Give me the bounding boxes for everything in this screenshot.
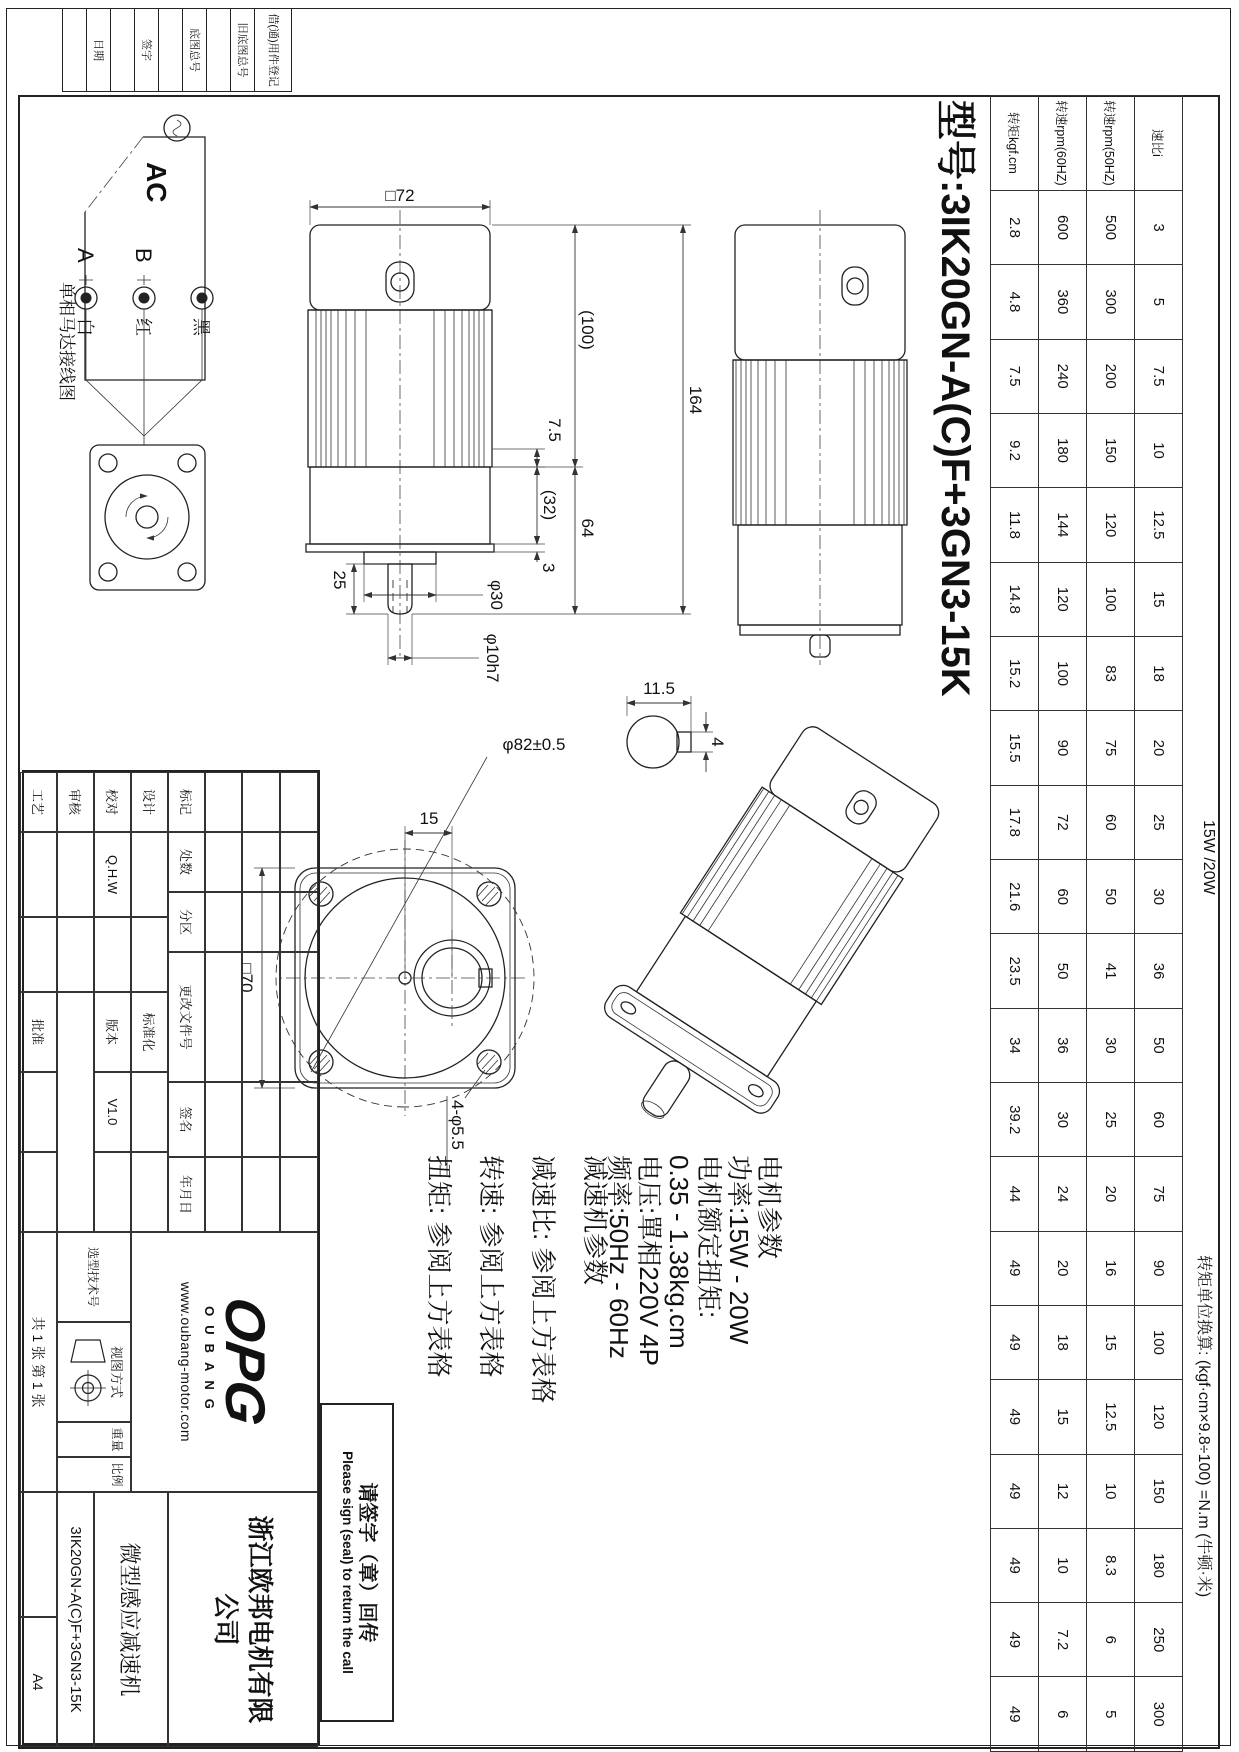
sig-cell	[20, 1072, 57, 1152]
wiring-wire-white: 白	[75, 318, 95, 336]
ratio-row-header: 转速rpm(60HZ)	[1039, 96, 1087, 191]
view-method-label: 视图方式	[109, 1345, 124, 1398]
ratio-cell: 25	[1135, 785, 1183, 859]
motor-params-power: 功率:15W - 20W	[724, 1155, 754, 1345]
ratio-cell: 5	[1135, 265, 1183, 339]
ratio-cell: 18	[1135, 636, 1183, 710]
ratio-cell: 49	[991, 1603, 1039, 1677]
drawing-number: 3IK20GN-A(C)F+3GN3-15K	[57, 1492, 94, 1747]
change-cell	[205, 952, 318, 1082]
change-cell	[205, 772, 318, 832]
ratio-cell: 20	[1087, 1157, 1135, 1231]
product-name: 微型感应减速机	[94, 1492, 168, 1747]
field-standardization: 标准化	[131, 992, 168, 1072]
ratio-cell: 75	[1087, 711, 1135, 785]
ratio-cell: 100	[1135, 1305, 1183, 1379]
field-view-method	[57, 1322, 131, 1422]
field-review: 审核	[57, 772, 94, 832]
ratio-cell: 300	[1087, 265, 1135, 339]
ratio-cell: 36	[1135, 934, 1183, 1008]
change-cell	[205, 892, 318, 952]
ratio-cell: 36	[1039, 1008, 1087, 1082]
ratio-cell: 60	[1039, 860, 1087, 934]
ratio-cell: 120	[1087, 488, 1135, 562]
ratio-cell: 41	[1087, 934, 1135, 1008]
ratio-cell: 360	[1039, 265, 1087, 339]
margin-cell-empty	[62, 8, 86, 92]
motor-params	[604, 1155, 784, 1366]
dim-25: 25	[330, 570, 349, 590]
ratio-cell: 90	[1039, 711, 1087, 785]
change-header-mark: 标记	[168, 772, 205, 832]
field-check: 校对	[94, 772, 131, 832]
motor-params-title: 电机参数	[754, 1155, 784, 1260]
ratio-cell: 44	[991, 1157, 1039, 1231]
ratio-row-header: 转矩kgf.cm	[991, 96, 1039, 191]
sig-cell	[131, 832, 168, 917]
ratio-cell: 75	[1135, 1157, 1183, 1231]
ratio-cell: 180	[1039, 413, 1087, 487]
ratio-cell: 14.8	[991, 562, 1039, 636]
ratio-cell: 60	[1087, 785, 1135, 859]
company-name-cell	[168, 1492, 318, 1747]
dim-64: 64	[578, 518, 597, 538]
motor-params-voltage: 电压:單相220V 4P	[634, 1155, 664, 1366]
field-approve: 批准	[20, 992, 57, 1072]
change-header-docno: 更改文件号	[168, 952, 205, 1082]
ratio-cell: 15	[1087, 1305, 1135, 1379]
ratio-cell: 100	[1087, 562, 1135, 636]
sig-cell	[57, 832, 94, 917]
ratio-cell: 250	[1135, 1603, 1183, 1677]
change-cell	[205, 832, 318, 892]
ratio-cell: 49	[991, 1454, 1039, 1528]
wiring-caption: 单相马达接线图	[57, 282, 76, 401]
field-weight: 重量	[57, 1422, 131, 1457]
gear-params	[413, 1155, 621, 1403]
ratio-cell: 11.8	[991, 488, 1039, 562]
field-version: 版本	[94, 992, 131, 1072]
ratio-cell: 6	[1087, 1603, 1135, 1677]
ratio-cell: 100	[1039, 636, 1087, 710]
field-sheet-count: 共 1 张 第 1 张	[20, 1232, 57, 1492]
margin-block	[62, 8, 292, 94]
view-isometric	[567, 712, 958, 1168]
page-title: 型号:3IK20GN-A(C)F+3GN3-15K	[933, 100, 977, 697]
field-scale: 比例	[57, 1457, 131, 1492]
ratio-cell: 50	[1087, 860, 1135, 934]
dim-phi10h7: φ10h7	[483, 633, 502, 683]
motor-params-torque-value: 0.35 - 1.38kg.cm	[664, 1155, 694, 1349]
ratio-cell: 15	[1135, 562, 1183, 636]
field-version-value: V1.0	[94, 1072, 131, 1152]
ratio-cell: 20	[1135, 711, 1183, 785]
ratio-cell: 15.2	[991, 636, 1039, 710]
ratio-cell: 120	[1039, 562, 1087, 636]
sign-note-zh: 请签字（章）回传	[356, 1482, 378, 1643]
ratio-cell: 7.5	[991, 339, 1039, 413]
sig-cell	[131, 917, 168, 992]
sig-cell	[20, 1152, 57, 1232]
dim-100: (100)	[578, 310, 597, 350]
sig-cell	[20, 1492, 57, 1617]
dim-square70: □70	[237, 963, 256, 993]
ratio-cell: 49	[991, 1231, 1039, 1305]
ratio-cell: 90	[1135, 1231, 1183, 1305]
motor-params-torque-label: 电机额定扭矩:	[694, 1155, 724, 1319]
ratio-cell: 200	[1087, 339, 1135, 413]
ratio-cell: 50	[1039, 934, 1087, 1008]
sig-cell	[94, 917, 131, 992]
ratio-cell: 72	[1039, 785, 1087, 859]
ratio-cell: 10	[1039, 1528, 1087, 1602]
ratio-cell: 24	[1039, 1157, 1087, 1231]
torque-conversion-note: 转矩单位换算: (kgf·cm×9.8÷100) =N.m (牛顿·米)	[1195, 1255, 1212, 1598]
margin-field-old-master: 旧底图总号	[230, 8, 254, 92]
margin-field-borrow: 借(通)用件登记	[254, 8, 292, 92]
dim-phi30: φ30	[487, 580, 506, 610]
sig-cell	[57, 917, 94, 992]
ratio-cell: 49	[991, 1380, 1039, 1454]
ratio-cell: 50	[1135, 1008, 1183, 1082]
ratio-cell: 23.5	[991, 934, 1039, 1008]
dim-4-phi5-5: 4-φ5.5	[448, 1100, 467, 1150]
ratio-cell: 150	[1087, 413, 1135, 487]
sig-cell	[94, 1152, 131, 1232]
ratio-cell: 18	[1039, 1305, 1087, 1379]
dim-7-5: 7.5	[545, 418, 564, 442]
title-block	[22, 770, 320, 1745]
ratio-cell: 2.8	[991, 190, 1039, 264]
dim-4: 4	[708, 737, 727, 747]
change-header-sign: 签名	[168, 1082, 205, 1157]
dim-32: (32)	[540, 489, 559, 521]
ratio-cell: 34	[991, 1008, 1039, 1082]
ratio-cell: 600	[1039, 190, 1087, 264]
field-process: 工艺	[20, 772, 57, 832]
ratio-cell: 17.8	[991, 785, 1039, 859]
gear-params-ratio: 减速比: 参阅上方表格	[528, 1155, 558, 1404]
ratio-cell: 49	[991, 1305, 1039, 1379]
margin-cell-empty	[158, 8, 182, 92]
dim-phi82: φ82±0.5	[502, 735, 566, 754]
ratio-row-header: 转速rpm(50HZ)	[1087, 96, 1135, 191]
change-row-line	[279, 772, 281, 1232]
change-row-line	[241, 772, 243, 1232]
ratio-cell: 20	[1039, 1231, 1087, 1305]
motor-params-frequency: 频率:50Hz - 60Hz	[604, 1155, 634, 1359]
brand-logo-cell	[131, 1232, 318, 1492]
ratio-cell: 7.2	[1039, 1603, 1087, 1677]
sig-cell	[57, 992, 94, 1232]
third-angle-projection-icon	[68, 1334, 108, 1410]
sign-note-box	[320, 1403, 394, 1722]
dim-15: 15	[419, 809, 439, 828]
ratio-cell: 10	[1087, 1454, 1135, 1528]
ratio-cell: 6	[1039, 1677, 1087, 1752]
wiring-diagram	[57, 115, 213, 590]
ratio-cell: 15	[1039, 1380, 1087, 1454]
ratio-cell: 12.5	[1087, 1380, 1135, 1454]
view-key-detail	[627, 679, 727, 772]
ratio-cell: 16	[1087, 1231, 1135, 1305]
ratio-cell: 240	[1039, 339, 1087, 413]
ratio-cell: 49	[991, 1677, 1039, 1752]
wiring-terminal-b: B	[131, 248, 156, 263]
oubang-wordmark: OUBANG	[202, 1306, 217, 1418]
wiring-source-label: AC	[141, 162, 172, 203]
dim-square72: □72	[385, 186, 415, 205]
ratio-cell: 25	[1087, 1083, 1135, 1157]
margin-cell-empty	[206, 8, 230, 92]
website-url: www.oubang-motor.com	[178, 1281, 194, 1443]
ratio-cell: 12	[1039, 1454, 1087, 1528]
ratio-cell: 150	[1135, 1454, 1183, 1528]
wiring-terminal-a: A	[73, 248, 98, 263]
wiring-wire-black: 黑	[191, 318, 211, 336]
change-header-zone: 分区	[168, 892, 205, 952]
view-side-top	[733, 210, 907, 665]
ratio-cell: 180	[1135, 1528, 1183, 1602]
field-check-value: Q.H.W	[94, 832, 131, 917]
company-name-line1: 浙江欧邦电机有限	[245, 1515, 275, 1724]
wiring-wire-red: 红	[133, 318, 153, 336]
margin-cell-empty	[110, 8, 134, 92]
field-paper-size: A4	[20, 1617, 57, 1747]
gear-params-title: 减速机参数	[580, 1155, 610, 1286]
ratio-cell: 12.5	[1135, 488, 1183, 562]
dim-11-5: 11.5	[643, 679, 675, 698]
margin-field-master: 底图总号	[182, 8, 206, 92]
ratio-cell: 60	[1135, 1083, 1183, 1157]
ratio-cell: 5	[1087, 1677, 1135, 1752]
ratio-cell: 500	[1087, 190, 1135, 264]
ratio-cell: 83	[1087, 636, 1135, 710]
ratio-cell: 30	[1135, 860, 1183, 934]
ratio-cell: 39.2	[991, 1083, 1039, 1157]
change-cell	[205, 1082, 318, 1157]
power-note: 15W /20W	[1200, 820, 1217, 895]
field-selection-no: 选型技术号	[57, 1232, 131, 1322]
gear-params-torque: 扭矩: 参阅上方表格	[424, 1155, 454, 1378]
ratio-cell: 30	[1039, 1083, 1087, 1157]
ratio-cell: 300	[1135, 1677, 1183, 1752]
ratio-cell: 8.3	[1087, 1528, 1135, 1602]
ratio-cell: 21.6	[991, 860, 1039, 934]
ratio-cell: 10	[1135, 413, 1183, 487]
ratio-cell: 30	[1087, 1008, 1135, 1082]
margin-field-signature: 签字	[134, 8, 158, 92]
ratio-cell: 144	[1039, 488, 1087, 562]
opg-logo: OPG	[214, 1293, 277, 1431]
ratio-cell: 3	[1135, 190, 1183, 264]
ratio-cell: 9.2	[991, 413, 1039, 487]
dim-3: 3	[539, 563, 558, 573]
ratio-cell: 4.8	[991, 265, 1039, 339]
ratio-cell: 7.5	[1135, 339, 1183, 413]
sig-cell	[131, 1152, 168, 1232]
ratio-cell: 120	[1135, 1380, 1183, 1454]
company-name-line2: 公司	[211, 1593, 241, 1646]
ratio-row-header: 速比i	[1135, 96, 1183, 191]
view-side-dimensioned	[306, 186, 705, 682]
field-design: 设计	[131, 772, 168, 832]
sig-cell	[20, 832, 57, 917]
sign-note-en: Please sign (seal) to return the call	[340, 1451, 355, 1674]
sig-cell	[131, 1072, 168, 1152]
change-header-date: 年月日	[168, 1157, 205, 1232]
dim-164: 164	[686, 385, 705, 415]
sig-cell	[20, 917, 57, 992]
ratio-cell: 49	[991, 1528, 1039, 1602]
change-header-count: 处数	[168, 832, 205, 892]
ratio-cell: 15.5	[991, 711, 1039, 785]
margin-field-date: 日期	[86, 8, 110, 92]
change-cell	[205, 1157, 318, 1232]
gear-params-speed: 转速: 参阅上方表格	[476, 1155, 506, 1378]
